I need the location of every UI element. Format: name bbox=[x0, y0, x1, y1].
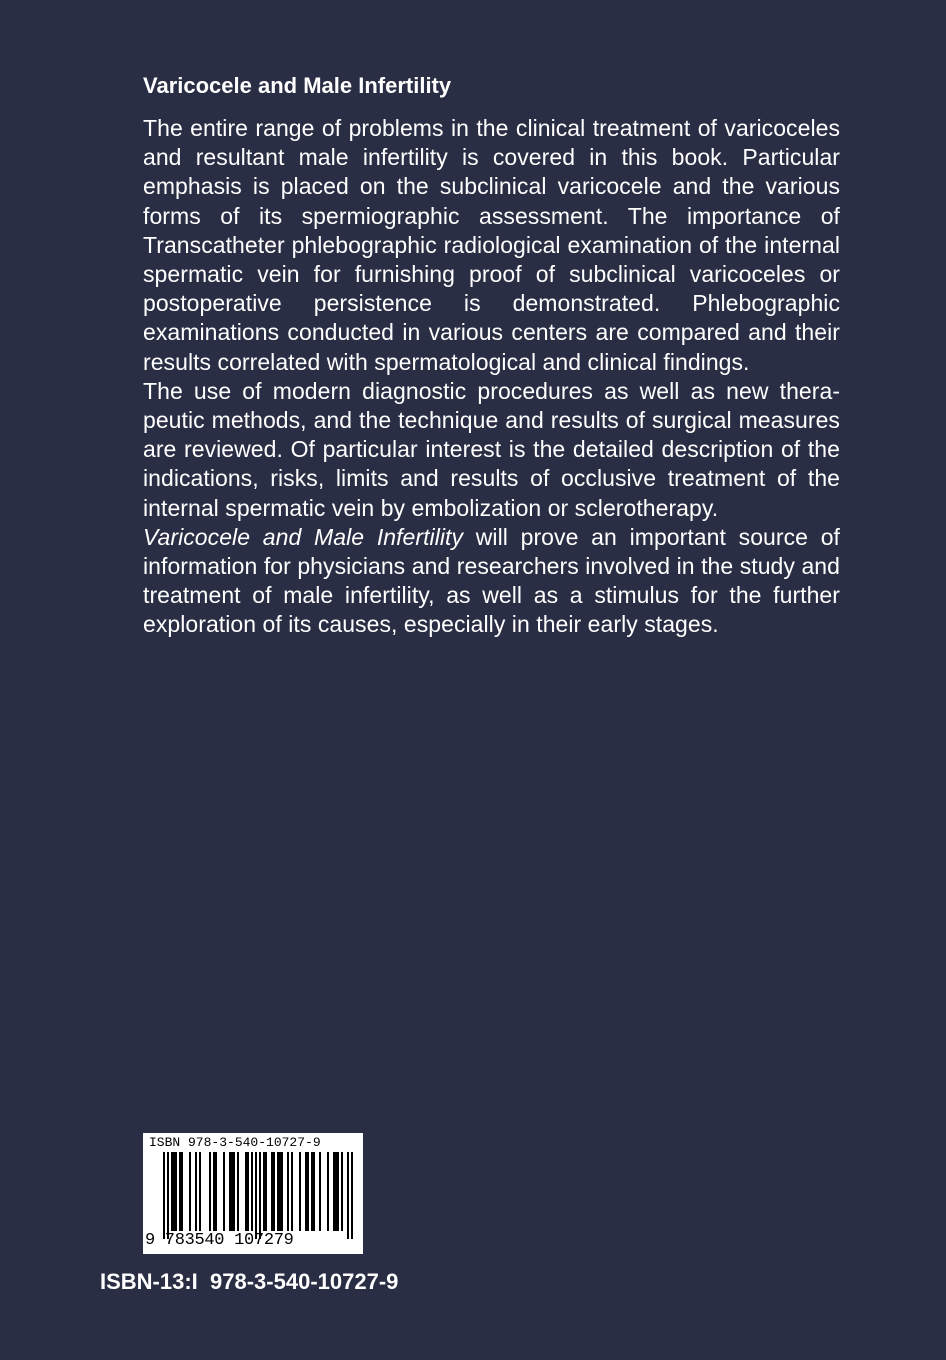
barcode-bar bbox=[279, 1152, 281, 1231]
barcode-bar bbox=[341, 1152, 343, 1231]
book-title: Varicocele and Male Infertility bbox=[143, 73, 452, 98]
barcode-bar bbox=[167, 1152, 169, 1239]
barcode-bar bbox=[251, 1152, 253, 1231]
barcode-bar bbox=[237, 1152, 239, 1231]
barcode-bar bbox=[163, 1152, 165, 1239]
barcode-bar bbox=[171, 1152, 173, 1231]
barcode-bar bbox=[291, 1152, 293, 1231]
barcode-bar bbox=[229, 1152, 231, 1231]
barcode-bar bbox=[263, 1152, 265, 1231]
barcode-bar bbox=[319, 1152, 321, 1231]
barcode-bar bbox=[313, 1152, 315, 1231]
barcode-bar bbox=[213, 1152, 215, 1231]
barcode-bar bbox=[271, 1152, 273, 1231]
barcode-bar bbox=[247, 1152, 249, 1231]
blurb-paragraph-1: The entire range of problems in the clinical treatment of varicoceles and resultant male infertility is covered in this book. Particular emphasis is placed on the subclinical varicocele and the various forms of its spermiographic assessment. The importance of Transcatheter phlebographic radiological examination of the internal spermatic vein for furnishing proof of subclinical varicoceles or postoperative persistence is demonstrated. Phlebographic examinations conducted in various centers are compared and their results correlated with spermatological and clinical findings. bbox=[143, 115, 840, 375]
barcode-bar bbox=[281, 1152, 283, 1231]
blurb bbox=[143, 114, 840, 640]
barcode-bar bbox=[327, 1152, 329, 1231]
barcode-bar bbox=[199, 1152, 201, 1231]
barcode-bar bbox=[277, 1152, 279, 1231]
barcode-bar bbox=[311, 1152, 313, 1231]
barcode-bar bbox=[347, 1152, 349, 1239]
isbn-footer: ISBN-13:I 978-3-540-10727-9 bbox=[100, 1269, 399, 1294]
barcode-bar bbox=[337, 1152, 339, 1231]
barcode-bar bbox=[265, 1152, 267, 1231]
barcode-bar bbox=[307, 1152, 309, 1231]
barcode-bar bbox=[287, 1152, 289, 1231]
barcode-bar bbox=[233, 1152, 235, 1231]
blurb-paragraph-3 bbox=[143, 523, 840, 640]
barcode-bar bbox=[181, 1152, 183, 1231]
barcode-bar bbox=[189, 1152, 191, 1231]
barcode-bar bbox=[335, 1152, 337, 1231]
barcode-bar bbox=[333, 1152, 335, 1231]
barcode-bar bbox=[259, 1152, 261, 1239]
barcode-bar bbox=[179, 1152, 181, 1231]
barcode-bar bbox=[299, 1152, 301, 1231]
barcode-bar bbox=[195, 1152, 197, 1231]
barcode-bar bbox=[173, 1152, 175, 1231]
blurb-paragraph-2: The use of modern diagnostic procedures as well as new therapeutic methods, and the technique and results of surgical measures are reviewed. Of particular interest is the detailed description of the indications, risks, limits and results of occlusive treatment of the internal spermatic vein by embolization or sclerotherapy. bbox=[143, 377, 840, 521]
barcode-bar bbox=[175, 1152, 177, 1231]
barcode-bar bbox=[245, 1152, 247, 1231]
barcode-bar bbox=[223, 1152, 225, 1231]
barcode-bar bbox=[305, 1152, 307, 1231]
barcode-isbn-line: ISBN 978-3-540-10727-9 bbox=[149, 1135, 321, 1150]
barcode-bar bbox=[255, 1152, 257, 1239]
barcode-bar bbox=[273, 1152, 275, 1231]
barcode bbox=[143, 1133, 363, 1254]
barcode-bar bbox=[231, 1152, 233, 1231]
barcode-bar bbox=[209, 1152, 211, 1231]
barcode-digits: 9 783540 107279 bbox=[145, 1231, 294, 1250]
barcode-bar bbox=[351, 1152, 353, 1239]
blurb-paragraph-3-text: will prove an important source of information for physicians and researchers involved in the study and treatment of male infertility, as well as a stimulus for the further exploration of its causes, especially in their early stages. bbox=[143, 523, 840, 638]
book-title-italic: Varicocele and Male Infertility bbox=[143, 523, 464, 550]
barcode-bar bbox=[215, 1152, 217, 1231]
